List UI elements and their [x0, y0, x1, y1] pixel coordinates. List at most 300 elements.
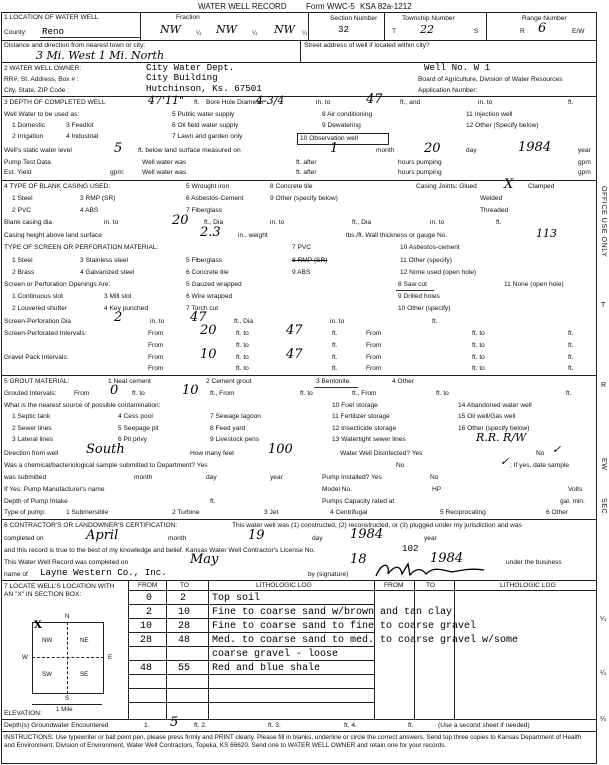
depth-enc-ft3: ft. 3. — [268, 722, 281, 729]
sp-dia-to: 47 — [190, 310, 207, 325]
direction-value: South — [86, 442, 125, 457]
use-2: 2 Irrigation — [12, 133, 44, 140]
log-row4-desc: Med. to coarse sand to med. to coarse gravel w/some — [212, 635, 519, 646]
application-label: Application Number: — [418, 87, 478, 94]
grout-1: 1 Neat cement — [108, 378, 151, 385]
height-value: 2.3 — [200, 225, 221, 240]
use-7: 7 Lawn and garden only — [172, 133, 243, 140]
disinfected-no: No — [536, 450, 545, 457]
bact-no: No — [396, 462, 405, 469]
completed-month: April — [86, 528, 119, 543]
grouted-ft: ft. — [566, 390, 572, 397]
fraction-label: Fraction — [176, 14, 200, 21]
depth-enc-ft4: ft. 4. — [344, 722, 357, 729]
blank-dia-in2: in. to — [270, 219, 285, 226]
grouted-ftfrom: ft., From — [210, 390, 235, 397]
bore-in-to2: in. to — [478, 99, 493, 106]
divider — [300, 40, 301, 62]
owner-label: 2 WATER WELL OWNER: — [4, 65, 82, 72]
signature — [372, 560, 492, 580]
city-label: City, State, ZIP Code : — [4, 87, 69, 94]
divider — [140, 12, 141, 40]
gp-from-label4: From — [366, 365, 382, 372]
grouted-to: 10 — [182, 383, 199, 398]
quarter-3: ¼ — [302, 31, 308, 37]
log-rule — [128, 688, 374, 689]
gp-to-label3: ft. to — [236, 365, 249, 372]
township-label: Township Number — [402, 15, 455, 22]
signature-label: by (signature) — [308, 571, 349, 578]
county-label: County: — [4, 29, 27, 36]
use-5: 5 Public water supply — [172, 111, 235, 118]
open-10: 10 Other (specify) — [398, 305, 451, 312]
contam-6: 6 Pit privy — [118, 436, 147, 443]
sp-dia-in2: in. to — [330, 318, 345, 325]
contam-13: 13 Watertight sewer lines — [332, 436, 406, 443]
completed-year-label: year — [424, 535, 437, 542]
distance-value: 3 Mi. West 1 Mi. North — [36, 49, 165, 62]
log-col — [414, 580, 415, 719]
openings-label: Screen or Perforation Openings Are: — [4, 281, 111, 288]
screen-12: 12 None used (open hole) — [400, 269, 477, 276]
gp-from-label3: From — [148, 365, 164, 372]
pump-intake: Depth of Pump Intake — [4, 498, 68, 505]
blank-dia-in3: in. to — [430, 219, 445, 226]
distance-label: Distance and direction from nearest town or city: — [4, 42, 146, 49]
box-ne: NE — [80, 637, 89, 644]
locate-label: 7 LOCATE WELL'S LOCATION WITH AN "X" IN SECTION BOX: — [4, 583, 115, 599]
log-row2-to: 10 — [178, 607, 191, 618]
spi-from-label2: From — [366, 330, 382, 337]
spi-to: 47 — [286, 323, 303, 338]
contam-9: 9 Livestock pens — [210, 436, 260, 443]
log-col — [454, 580, 455, 719]
rule — [1, 519, 596, 520]
record-label: This Water Well Record was completed on — [4, 559, 129, 566]
depth-enc-ft2: ft. 2. — [194, 722, 207, 729]
gp-ft4: ft. — [568, 365, 574, 372]
contam-7: 7 Sewage lagoon — [210, 413, 261, 420]
grouted-ftto2: ft. to — [300, 390, 313, 397]
disinfected-mark: ✓ — [552, 443, 562, 456]
open-4: 4 Key punched — [104, 305, 148, 312]
direction-label: Direction from well — [4, 450, 59, 457]
divider — [384, 12, 385, 40]
contam-11: 11 Fertilizer storage — [332, 413, 390, 420]
feet-value: 100 — [268, 442, 293, 457]
grouted-ftfrom2: ft., From — [352, 390, 377, 397]
depth-ft: ft. — [194, 99, 200, 106]
contam-4: 4 Cess pool — [118, 413, 153, 420]
log-litho-header: LITHOLOGIC LOG — [256, 582, 312, 589]
use-9: 9 Dewatering — [322, 122, 361, 129]
log-rule — [128, 702, 374, 703]
side-q1: ¼ — [600, 616, 607, 623]
grout-4: 4 Other — [392, 378, 414, 385]
spi-ft3: ft. — [332, 342, 338, 349]
casing-3: 3 RMP (SR) — [80, 195, 116, 202]
log-to-header: TO — [180, 582, 190, 589]
contam-label: What is the nearest source of possible contamination: — [4, 402, 161, 409]
side-q3: ¼ — [600, 716, 607, 723]
log-row5-desc: coarse gravel - loose — [212, 649, 339, 660]
pump-type-3: 3 Jet — [264, 509, 279, 516]
pump-galmin: gal. min. — [560, 498, 585, 505]
contam-15: 15 Oil well/Gas well — [458, 413, 516, 420]
depth-label: 3 DEPTH OF COMPLETED WELL — [4, 99, 106, 106]
license-number: 102 — [402, 543, 419, 554]
log-col — [208, 580, 209, 719]
log-row6-to: 55 — [178, 663, 191, 674]
cert-label: 6 CONTRACTOR'S OR LANDOWNER'S CERTIFICATION: — [4, 522, 178, 529]
sp-dia-ft: ft., Dia — [234, 318, 254, 325]
township-value: 22 — [420, 23, 434, 36]
quarter-2: ¼ — [252, 31, 258, 37]
log-col — [374, 580, 375, 719]
fraction-3: NW — [274, 23, 295, 36]
gp-from: 10 — [200, 347, 217, 362]
box-north: N — [65, 613, 70, 620]
gp-to-label: ft. to — [236, 354, 249, 361]
yield-ftafter: ft. after — [296, 169, 317, 176]
contam-3: 3 Lateral lines — [12, 436, 54, 443]
open-3: 3 Mill slot — [104, 293, 132, 300]
sp-dia-in: in. to — [150, 318, 165, 325]
spi-ft2: ft. — [568, 330, 574, 337]
casing-6: 6 Asbestos-Cement — [186, 195, 244, 202]
log-row2-desc: Fine to coarse sand w/brown and tan clay — [212, 607, 453, 618]
spi-ft4: ft. — [568, 342, 574, 349]
well-number: Well No. W 1 — [424, 62, 491, 73]
quarter-1: ¼ — [196, 31, 202, 37]
depth-encountered-label: Depth(s) Groundwater Encountered — [4, 722, 109, 729]
gp-from-label: From — [148, 354, 164, 361]
county-line — [40, 37, 140, 38]
log-row1-from: 0 — [146, 593, 153, 604]
contam-12: 12 Insecticide storage — [332, 425, 397, 432]
business-name: Layne Western Co., Inc. — [40, 567, 167, 578]
gp-to: 47 — [286, 347, 303, 362]
pump-type-4: 4 Centrifugal — [330, 509, 368, 516]
pump-test-label: Pump Test Data — [4, 159, 51, 166]
box-mile: 1 Mile — [56, 706, 73, 713]
sawcut-underline — [396, 290, 434, 291]
screen-4: 4 Galvanized steel — [80, 269, 135, 276]
open-5: 5 Gauzed wrapped — [186, 281, 242, 288]
fraction-2: NW — [216, 23, 237, 36]
casing-4: 4 ABS — [80, 207, 99, 214]
static-day-value: 20 — [424, 141, 441, 156]
use-8: 8 Air conditioning — [322, 111, 373, 118]
bore-value: 4-3/4 — [256, 94, 285, 107]
spi-to-label2: ft. to — [472, 330, 485, 337]
name-of-label: name of — [4, 571, 28, 578]
blank-dia-label: Blank casing dia — [4, 219, 53, 226]
open-6: 6 Wire wrapped — [186, 293, 233, 300]
side-r: R — [601, 382, 607, 389]
log-row4-from: 28 — [140, 635, 153, 646]
screen-8: 8 RMP (SR) — [292, 257, 328, 264]
blank-dia-ftdia: ft., Dia — [352, 219, 372, 226]
spi-from-label4: From — [366, 342, 382, 349]
height-lbsft: lbs./ft. Wall thickness or gauge No. — [346, 232, 448, 239]
screen-10: 10 Asbestos-cement — [400, 244, 460, 251]
depth-value: 47'11" — [148, 94, 185, 107]
divider — [486, 12, 487, 40]
screen-11: 11 Other (specify) — [400, 257, 452, 264]
yield-gpm2: gpm — [578, 169, 591, 176]
owner-address: City Building — [146, 72, 218, 83]
grout-label: 5 GROUT MATERIAL: — [4, 378, 70, 385]
township-s: S — [474, 28, 479, 35]
sp-dia-ft2: ft. — [432, 318, 438, 325]
rule — [1, 580, 596, 581]
screen-label: TYPE OF SCREEN OR PERFORATION MATERIAL: — [4, 244, 159, 251]
grouted-ftto: ft. to — [132, 390, 145, 397]
ksa-reference: KSA 82a-1212 — [360, 2, 412, 11]
bact-label: Was a chemical/bacteriological sample submitted to Department? Yes — [4, 462, 208, 469]
side-t: T — [601, 302, 606, 309]
log-col — [128, 580, 129, 719]
use-1: 1 Domestic — [12, 122, 45, 129]
log-rule — [128, 632, 374, 633]
log-row4-to: 48 — [178, 635, 191, 646]
open-8: 8 Saw cut — [398, 281, 427, 288]
submitted-day: day — [206, 474, 217, 481]
completed-month-label: month — [168, 535, 187, 542]
completed-year: 1984 — [350, 527, 384, 542]
office-use-only: OFFICE USE ONLY — [600, 186, 607, 258]
height-rest: in., weight — [238, 232, 268, 239]
gp-label: Gravel Pack Intervals: — [4, 354, 69, 361]
use-10-circle — [297, 133, 389, 145]
divider — [308, 12, 309, 40]
section-box — [32, 622, 104, 694]
gp-ft3: ft. — [332, 365, 338, 372]
depth-enc-ft: ft. — [408, 722, 414, 729]
bact-mark: ✓ — [500, 455, 510, 468]
section-box-hline — [32, 657, 104, 658]
log-rule — [128, 618, 374, 619]
log-from-header2: FROM — [384, 582, 404, 589]
casing-9: 9 Other (specify below) — [270, 195, 338, 202]
pump-capacity: Pumps Capacity rated at — [322, 498, 395, 505]
static-year-label: year — [578, 147, 591, 154]
joints-clamped: Clamped — [528, 183, 555, 190]
gp-to-label4: ft. to — [472, 365, 485, 372]
box-se: SE — [80, 671, 89, 678]
bact-rest: ; If yes, date sample — [510, 462, 570, 469]
screen-9: 9 ABS — [292, 269, 311, 276]
depth-enc-1-value: 5 — [170, 715, 179, 730]
true-text: and this record is true to the best of my knowledge and belief. Kansas Water Well Contractor's License No. — [4, 547, 315, 554]
pump-model: Model No. — [322, 486, 353, 493]
grouted-from-label: From — [74, 390, 90, 397]
contam-10: 10 Fuel storage — [332, 402, 378, 409]
open-2: 2 Louvered shutter — [12, 305, 67, 312]
log-rule — [128, 646, 374, 647]
log-col — [166, 580, 167, 719]
rule — [1, 719, 596, 720]
pump-type-1: 1 Submersible — [66, 509, 109, 516]
screen-6: 6 Concrete tile — [186, 269, 229, 276]
box-x-mark: X — [34, 620, 42, 631]
gp-ft2: ft. — [568, 354, 574, 361]
casing-1: 1 Steel — [12, 195, 33, 202]
submitted-year: year — [270, 474, 283, 481]
static-month-label: month — [376, 147, 395, 154]
section-box-vline — [67, 622, 68, 694]
screen-5: 5 Fiberglass — [186, 257, 222, 264]
joints-label: Casing Joints: Glued — [416, 183, 477, 190]
record-year: 1984 — [430, 551, 464, 566]
joints-mark: X — [504, 177, 514, 192]
second-sheet: (Use a second sheet if needed) — [438, 722, 530, 729]
contam-2: 2 Sewer lines — [12, 425, 52, 432]
form-number: Form WWC-5 — [306, 2, 355, 11]
contam-1: 1 Septic tank — [12, 413, 51, 420]
contam-8: 8 Feed yard — [210, 425, 246, 432]
spi-to-label: ft. to — [236, 330, 249, 337]
side-sec: SEC. — [600, 498, 607, 517]
open-1: 1 Continuous slot — [12, 293, 63, 300]
spi-from: 20 — [200, 323, 217, 338]
gp-from-label2: From — [366, 354, 382, 361]
township-t: T — [392, 28, 397, 35]
grout-2: 2 Cement grout — [206, 378, 252, 385]
yield-hours: hours pumping — [398, 169, 442, 176]
record-month: May — [190, 552, 219, 567]
bore-ft-and: ft., and — [400, 99, 421, 106]
pump-gpm: gpm — [578, 159, 591, 166]
bore-to-value: 47 — [366, 92, 383, 107]
gp-to-label2: ft. to — [472, 354, 485, 361]
screen-7: 7 PVC — [292, 244, 312, 251]
pump-hp: HP — [432, 486, 442, 493]
pump-hours: hours pumping — [398, 159, 442, 166]
range-r: R — [520, 28, 525, 35]
spi-from-label3: From — [148, 342, 164, 349]
log-header-rule — [128, 590, 596, 591]
side-ew: EW — [600, 458, 607, 471]
pump-wwas: Well water was — [142, 159, 187, 166]
static-label: Well's static water level — [4, 147, 72, 154]
fraction-1: NW — [160, 23, 181, 36]
screen-1: 1 Steel — [12, 257, 33, 264]
contam-16: 16 Other (specify below) — [458, 425, 530, 432]
spi-from-label: From — [148, 330, 164, 337]
bore-in-to: in. to — [316, 99, 331, 106]
use-10: 10 Observation well — [300, 135, 358, 142]
bore-label: Bore Hole Diameter — [206, 99, 264, 106]
street-label: Street address of well if located within city? — [304, 42, 430, 49]
grouted-label: Grouted Intervals: — [4, 390, 57, 397]
submitted-month: month — [134, 474, 153, 481]
bore-ft2: ft. — [568, 99, 574, 106]
pump-type-5: 5 Reciprocating — [440, 509, 486, 516]
box-south: S — [65, 695, 70, 702]
rule — [1, 375, 596, 376]
static-day-label: day — [466, 147, 477, 154]
log-row1-to: 2 — [180, 593, 187, 604]
owner-city: Hutchinson, Ks. 67501 — [146, 83, 262, 94]
blank-dia-ft: ft. — [496, 219, 502, 226]
static-rest: ft. below land surface measured on — [138, 147, 241, 154]
range-label: Range Number — [522, 15, 567, 22]
open-9: 9 Drilled holes — [398, 293, 440, 300]
yield-label: Est. Yield — [4, 169, 32, 176]
contam-14: 14 Abandoned water well — [458, 402, 532, 409]
section1-label: 1 LOCATION OF WATER WELL — [4, 14, 99, 21]
yield-wwas: Well water was — [142, 169, 187, 176]
contam-5: 5 Seepage pit — [118, 425, 159, 432]
grout-3: 3 Bentonite — [316, 378, 350, 385]
use-12: 12 Other (Specify below) — [466, 122, 539, 129]
log-row3-desc: Fine to coarse sand to fine to coarse gravel — [212, 621, 477, 632]
bentonite-underline — [314, 387, 358, 388]
static-year-value: 1984 — [518, 140, 552, 155]
use-4: 4 Industrial — [66, 133, 99, 140]
log-row6-desc: Red and blue shale — [212, 663, 321, 674]
gauge-value: 113 — [536, 227, 557, 240]
completed-day-label: day — [312, 535, 323, 542]
completed-label: completed on — [4, 535, 44, 542]
record-day: 18 — [350, 552, 367, 567]
screen-3: 3 Stainless steel — [80, 257, 129, 264]
open-11: 11 None (open hole) — [504, 281, 564, 288]
pump-type-6: 6 Other — [546, 509, 568, 516]
address-label: RR#, St. Address, Box # : — [4, 76, 79, 83]
use-11: 11 Injection well — [466, 111, 513, 118]
joints-welded: Welded — [480, 195, 503, 202]
static-month-value: 1 — [330, 141, 339, 156]
spi-ft: ft. — [332, 330, 338, 337]
box-east: E — [108, 654, 113, 661]
pump-installed-no: No — [430, 474, 439, 481]
county-value: Reno — [42, 26, 65, 37]
sp-dia-value: 2 — [114, 310, 123, 325]
range-ew: E/W — [572, 28, 585, 35]
box-west: W — [22, 654, 28, 661]
screen-2: 2 Brass — [12, 269, 35, 276]
section-number-value: 32 — [338, 24, 350, 35]
pump-ftafter: ft. after — [296, 159, 317, 166]
spi-label: Screen-Perforated Intervals: — [4, 330, 87, 337]
range-value: 6 — [538, 21, 547, 36]
log-row6-from: 48 — [140, 663, 153, 674]
gp-ft: ft. — [332, 354, 338, 361]
form-title: WATER WELL RECORD — [198, 2, 287, 11]
log-row3-from: 10 — [140, 621, 153, 632]
blank-dia-to: 20 — [172, 213, 189, 228]
casing-label: 4 TYPE OF BLANK CASING USED: — [4, 183, 111, 190]
log-to-header2: TO — [426, 582, 436, 589]
sp-dia-label: Screen-Perforation Dia — [4, 318, 72, 325]
pump-volts: Volts — [568, 486, 583, 493]
casing-8: 8 Concrete tile — [270, 183, 313, 190]
pump-type-2: 2 Turbine — [172, 509, 200, 516]
side-q2: ¼ — [600, 670, 607, 677]
howmany-label: How many feet — [190, 450, 234, 457]
box-nw: NW — [42, 637, 53, 644]
board-text: Board of Agriculture, Division of Water Resources — [418, 76, 563, 83]
pump-type-label: Type of pump: — [4, 509, 46, 516]
spi-to-label3: ft. to — [236, 342, 249, 349]
log-rule — [128, 674, 374, 675]
box-sw: SW — [42, 671, 52, 678]
elevation-label: ELEVATION: — [4, 710, 42, 717]
casing-2: 2 PVC — [12, 207, 32, 214]
